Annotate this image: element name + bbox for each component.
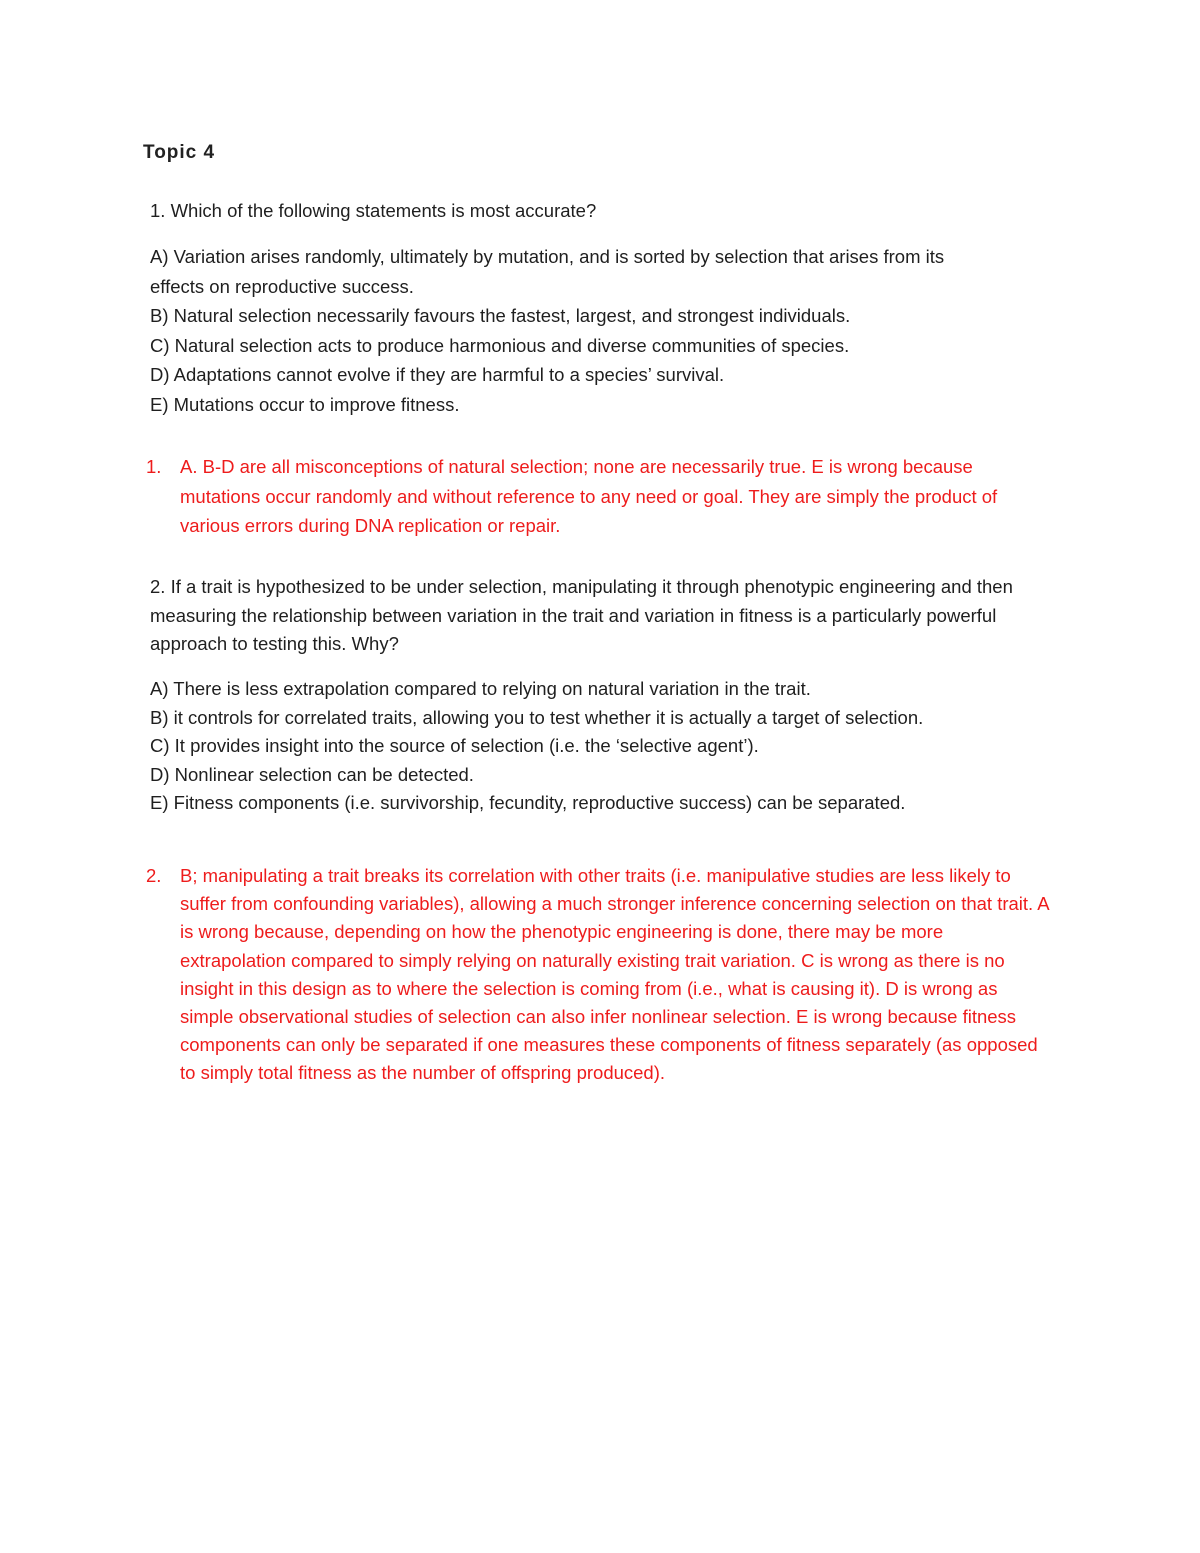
question-2-prompt [150, 573, 1060, 659]
question-2-option-c: C) It provides insight into the source of selection (i.e. the ‘selective agent’). [150, 735, 759, 756]
answer-1 [146, 452, 1051, 541]
answer-2-text: B; manipulating a trait breaks its correlation with other traits (i.e. manipulative studies are less likely to suffer from confounding variables), allowing a much stronger inference concerning selection on that trait. A is wrong because, depending on how the phenotypic engineering is done, there may be more extrapolation compared to simply relying on naturally existing trait variation. C is wrong as there is no insight in this design as to where the selection is coming from (i.e., what is causing it). D is wrong as simple observational studies of selection can also infer nonlinear selection. E is wrong because fitness components can only be separated if one measures these components of fitness separately (as opposed to simply total fitness as the number of offspring produced). [180, 865, 1049, 1084]
answer-1-number: 1. [146, 456, 162, 477]
answer-1-text: A. B-D are all misconceptions of natural selection; none are necessarily true. E is wrong because mutations occur randomly and without reference to any need or goal. They are simply the product of various errors during DNA replication or repair. [180, 456, 998, 536]
topic-title: Topic 4 [143, 142, 216, 163]
question-2-options [150, 675, 1060, 818]
question-2-option-e: E) Fitness components (i.e. survivorship, fecundity, reproductive success) can be separated. [150, 792, 906, 813]
answer-2 [146, 862, 1051, 1088]
question-1-option-b: B) Natural selection necessarily favours the fastest, largest, and strongest individuals. [150, 305, 851, 326]
question-1-prompt [150, 196, 1060, 226]
question-1-text: 1. Which of the following statements is most accurate? [150, 200, 597, 221]
question-1-option-e: E) Mutations occur to improve fitness. [150, 393, 460, 415]
question-1-option-a-continued: effects on reproductive success. [150, 275, 414, 297]
question-1-option-c: C) Natural selection acts to produce harmonious and diverse communities of species. [150, 334, 850, 356]
answer-2-number: 2. [146, 865, 162, 886]
question-1-options [150, 242, 1060, 419]
question-2-option-b: B) it controls for correlated traits, allowing you to test whether it is actually a target of selection. [150, 706, 924, 728]
question-1-option-d: D) Adaptations cannot evolve if they are harmful to a species’ survival. [150, 364, 725, 385]
question-1-option-a: A) Variation arises randomly, ultimately by mutation, and is sorted by selection that arises from its [150, 246, 945, 267]
question-2-option-d: D) Nonlinear selection can be detected. [150, 763, 474, 785]
question-2-option-a: A) There is less extrapolation compared to relying on natural variation in the trait. [150, 678, 811, 699]
question-2-text: 2. If a trait is hypothesized to be under selection, manipulating it through phenotypic engineering and then measuring the relationship between variation in the trait and variation in fitness is a particularly powerful approach to testing this. Why? [150, 576, 1013, 654]
